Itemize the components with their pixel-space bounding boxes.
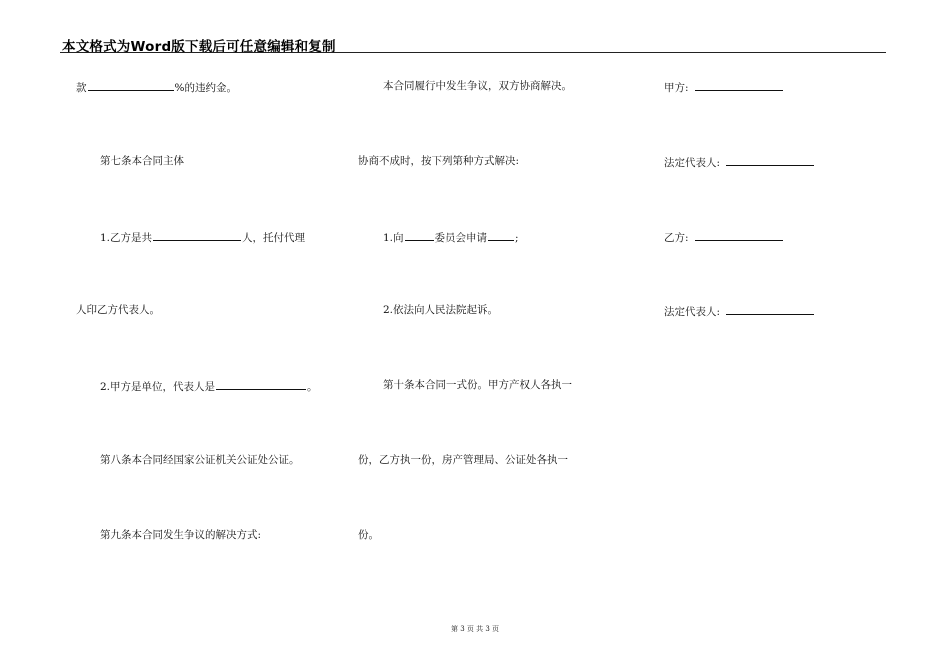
- text: 。: [307, 381, 318, 393]
- col2-line-1: 本合同履行中发生争议，双方协商解决。: [383, 80, 572, 92]
- col1-line-2: 第七条本合同主体: [100, 155, 184, 167]
- document-header-title: 本文格式为Word版下载后可任意编辑和复制: [62, 39, 336, 55]
- text: %的违约金。: [174, 82, 237, 94]
- page-number-footer: 第 3 页 共 3 页: [450, 625, 500, 633]
- text: 人，托付代理: [242, 232, 306, 244]
- col2-line-7: 份。: [358, 529, 379, 541]
- party-b-label: 乙方:: [664, 232, 689, 244]
- col2-line-3: [383, 229, 519, 245]
- header-divider: [60, 52, 886, 53]
- col1-line-6: 第八条本合同经国家公证机关公证处公证。: [100, 454, 300, 466]
- col2-line-2: 协商不成时，按下列第种方式解决:: [358, 155, 520, 167]
- legal-rep-label: 法定代表人:: [664, 157, 721, 169]
- col3-line-1: [664, 79, 784, 95]
- text: 1.乙方是共: [100, 232, 153, 244]
- legal-rep-label: 法定代表人:: [664, 306, 721, 318]
- blank-line: [88, 79, 174, 91]
- signature-line: [726, 154, 814, 166]
- col1-line-4: 人印乙方代表人。: [76, 304, 160, 316]
- signature-line: [695, 79, 783, 91]
- col3-line-4: [664, 303, 815, 319]
- col2-line-4: 2.依法向人民法院起诉。: [383, 304, 499, 316]
- signature-line: [695, 229, 783, 241]
- blank-line: [153, 229, 241, 241]
- col1-line-7: 第九条本合同发生争议的解决方式:: [100, 529, 262, 541]
- text: 2.甲方是单位，代表人是: [100, 381, 216, 393]
- col1-line-3: [100, 229, 305, 245]
- col1-line-1: [76, 79, 237, 95]
- col2-line-5: 第十条本合同一式份。甲方产权人各执一: [383, 379, 572, 391]
- text: 款: [76, 82, 87, 94]
- signature-line: [726, 303, 814, 315]
- blank-line: [405, 229, 434, 241]
- col3-line-2: [664, 154, 815, 170]
- text: 1.向: [383, 232, 404, 244]
- blank-line: [488, 229, 514, 241]
- party-a-label: 甲方:: [664, 82, 689, 94]
- col3-line-3: [664, 229, 784, 245]
- blank-line: [216, 378, 306, 390]
- col2-line-6: 份，乙方执一份，房产管理局、公证处各执一: [358, 454, 568, 466]
- text: ;: [515, 232, 519, 244]
- col1-line-5: [100, 378, 318, 394]
- text: 委员会申请: [434, 232, 488, 244]
